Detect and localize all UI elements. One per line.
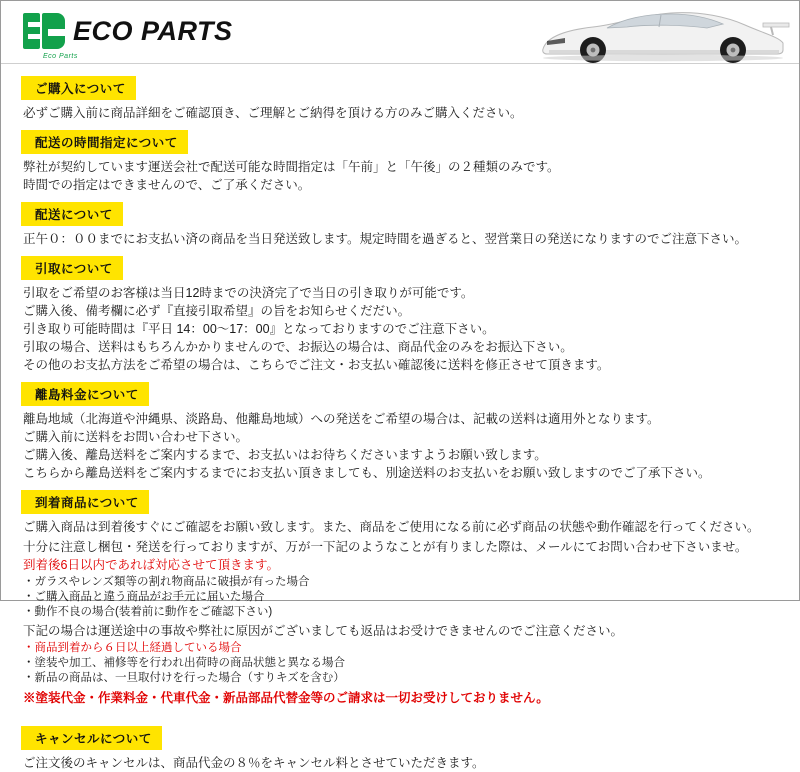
brand-logo (23, 13, 233, 60)
section-heading: 到着商品について (21, 490, 149, 514)
section-delivery-time (1, 124, 799, 194)
section-line: ご購入後、備考欄に必ず『直接引取希望』の旨をお知らせくだだい。 (23, 304, 411, 318)
sports-car-image (531, 3, 791, 61)
list-item: ・商品到着から６日以上経過している場合 (23, 642, 242, 654)
section-arrival (1, 484, 799, 707)
section-pickup (1, 250, 799, 374)
section-remote-fee (1, 376, 799, 482)
section-heading: 配送の時間指定について (21, 130, 188, 154)
section-heading: キャンセルについて (21, 726, 162, 750)
section-line: その他のお支払方法をご希望の場合は、こちらでご注文・お支払い確認後に送料を修正させて頂きます。 (23, 358, 610, 372)
section-heading: ご購入について (21, 76, 136, 100)
list-item: ・塗装や加工、補修等を行われ出荷時の商品状態と異なる場合 (23, 657, 345, 669)
section-line: 弊社が契約しています運送会社で配送可能な時間指定は「午前」と「午後」の２種類のみです。 (23, 160, 560, 174)
section-line: 必ずご購入前に商品詳細をご確認頂き、ご理解とご納得を頂ける方のみご購入ください。 (23, 106, 523, 120)
section-body (1, 285, 799, 374)
section-body (1, 159, 799, 194)
section-body (1, 411, 799, 482)
section-line: ご購入前に送料をお問い合わせ下さい。 (23, 430, 249, 444)
section-line: 離島地域（北海道や沖縄県、淡路島、他離島地域）への発送をご希望の場合は、記載の送料は適用外となります。 (23, 412, 660, 426)
section-line: ご購入後、離島送料をご案内するまで、お支払いはお待ちくださいますようお願い致します。 (23, 448, 547, 462)
final-notice: ※塗装代金・作業料金・代車代金・新品部品代替金等のご請求は一切お受けしておりません。 (23, 691, 549, 705)
section-line: 時間での指定はできませんので、ご了承ください。 (23, 178, 311, 192)
section-heading: 離島料金について (21, 382, 149, 406)
section-heading: 引取について (21, 256, 123, 280)
section-line: こちらから離島送料をご案内するまでにお支払い頂きましても、別途送料のお支払いをお願い致しますのでご了承下さい。 (23, 466, 711, 480)
section-body (1, 231, 799, 248)
section-body (1, 105, 799, 122)
section-cancel (1, 720, 799, 772)
section-line: ご注文後のキャンセルは、商品代金の８％をキャンセル料とさせていただきます。 (23, 755, 485, 770)
section-shipping (1, 196, 799, 248)
list-item: ・動作不良の場合(装着前に動作をご確認下さい) (23, 606, 273, 618)
list-item: ・ご購入商品と違う商品がお手元に届いた場合 (23, 591, 265, 603)
section-line: 十分に注意し梱包・発送を行っておりますが、万が一下記のようなことが有りました際は、メールにてお問い合わせ下さいませ。 (23, 540, 748, 554)
section-purchase (1, 70, 799, 122)
section-line: 引取の場合、送料はもちろんかかりませんので、お振込の場合は、商品代金のみをお振込下さい。 (23, 340, 573, 354)
page-header (1, 1, 799, 64)
section-line: ご購入商品は到着後すぐにご確認をお願い致します。また、商品をご使用になる前に必ず商品の状態や動作確認を行ってください。 (23, 520, 760, 534)
section-body (1, 519, 799, 707)
brand-sub: Eco Parts (43, 53, 78, 60)
section-mid-note: 下記の場合は運送途中の事故や弊社に原因がございましても返品はお受けできませんのでご注意ください。 (23, 624, 624, 638)
section-heading: 配送について (21, 202, 123, 226)
section-body (1, 755, 799, 772)
section-line: 引取をご希望のお客様は当日12時までの決済完了で当日の引き取りが可能です。 (23, 286, 474, 300)
list-item: ・新品の商品は、一旦取付けを行った場合（すりキズを含む） (23, 672, 345, 684)
eco-parts-logo-icon (23, 13, 65, 49)
page-content (1, 64, 799, 772)
section-line-warning: 到着後6日以内であれば対応させて頂きます。 (23, 558, 279, 572)
section-line: 引き取り可能時間は『平日 14：00～17：00』となっておりますのでご注意下さい。 (23, 322, 495, 336)
brand-name: ECO PARTS (73, 15, 233, 46)
list-item: ・ガラスやレンズ類等の割れ物商品に破損が有った場合 (23, 576, 310, 588)
section-line: 正午０：００までにお支払い済の商品を当日発送致します。規定時間を過ぎると、翌営業日の発送になりますのでご注意下さい。 (23, 232, 748, 246)
